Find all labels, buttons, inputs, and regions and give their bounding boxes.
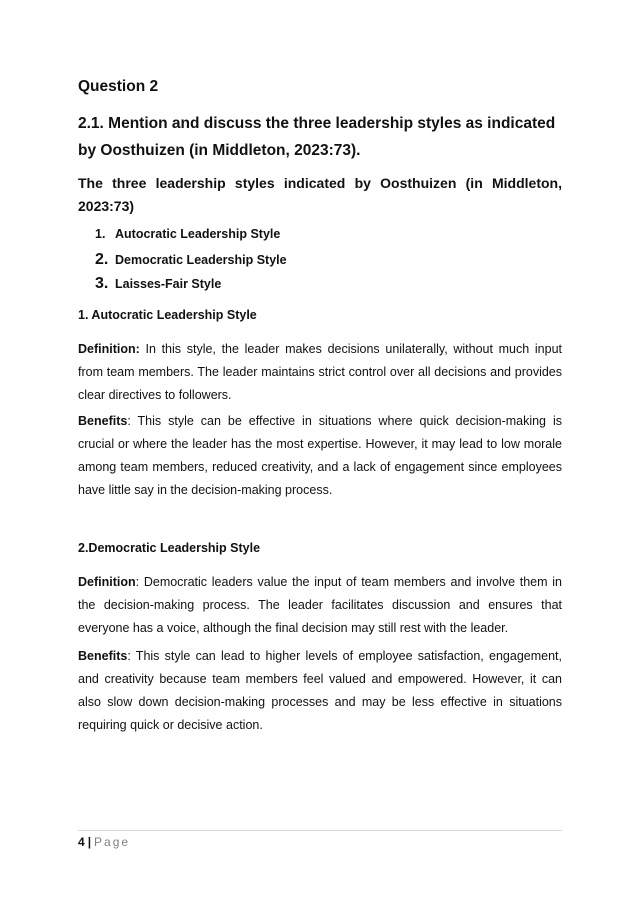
- intro-text: [78, 172, 562, 218]
- definition-label: Definition:: [78, 342, 140, 356]
- page-number: 4: [78, 835, 85, 849]
- intro-line-2: 2023:73): [78, 198, 135, 214]
- benefits-text: : This style can be effective in situations where quick decision-making is crucial or where the leader has the most expertise. However, it may lead to low morale among team members, reduced creativity, and a lack of engagement since employees have little say in the decision-making process.: [78, 414, 562, 497]
- definition-text: : Democratic leaders value the input of team members and involve them in the decision-making process. The leader facilitates discussion and ensures that everyone has a voice, although the final decision may still rest with the leader.: [78, 575, 562, 635]
- democratic-benefits-paragraph: [78, 645, 562, 737]
- intro-line-1: The three leadership styles indicated by Oosthuizen (in Middleton,: [78, 175, 562, 191]
- question-prompt: 2.1. Mention and discuss the three leadership styles as indicated by Oosthuizen (in Middleton, 2023:73).: [78, 115, 556, 159]
- question-title: Question 2: [78, 78, 159, 95]
- page-label: Page: [94, 835, 131, 849]
- page-footer: [78, 835, 130, 849]
- footer-divider: [78, 830, 562, 831]
- section-heading-autocratic: 1. Autocratic Leadership Style: [78, 308, 257, 322]
- list-item-number: 3.: [95, 275, 109, 292]
- list-item-text: Laisses-Fair Style: [115, 277, 222, 291]
- benefits-label: Benefits: [78, 414, 128, 428]
- section-heading-democratic: 2.Democratic Leadership Style: [78, 541, 261, 555]
- list-item-number: 1.: [95, 227, 106, 241]
- benefits-text: : This style can lead to higher levels of employee satisfaction, engagement, and creativity because team members feel valued and empowered. However, it can also slow down decision-making processes and may be less effective in situations requiring quick or decisive action.: [78, 649, 562, 732]
- leadership-styles-list: [95, 227, 515, 299]
- list-item: [95, 251, 515, 275]
- definition-text: In this style, the leader makes decisions unilaterally, without much input from team members. The leader maintains strict control over all decisions and provides clear directives to followers.: [78, 342, 562, 402]
- list-item: [95, 227, 515, 251]
- definition-label: Definition: [78, 575, 136, 589]
- autocratic-benefits-paragraph: [78, 410, 562, 502]
- list-item-text: Democratic Leadership Style: [115, 253, 287, 267]
- benefits-label: Benefits: [78, 649, 128, 663]
- list-item: [95, 275, 515, 299]
- list-item-text: Autocratic Leadership Style: [115, 227, 281, 241]
- list-item-number: 2.: [95, 251, 109, 268]
- autocratic-definition-paragraph: [78, 338, 562, 407]
- democratic-definition-paragraph: [78, 571, 562, 640]
- footer-separator: |: [87, 835, 92, 849]
